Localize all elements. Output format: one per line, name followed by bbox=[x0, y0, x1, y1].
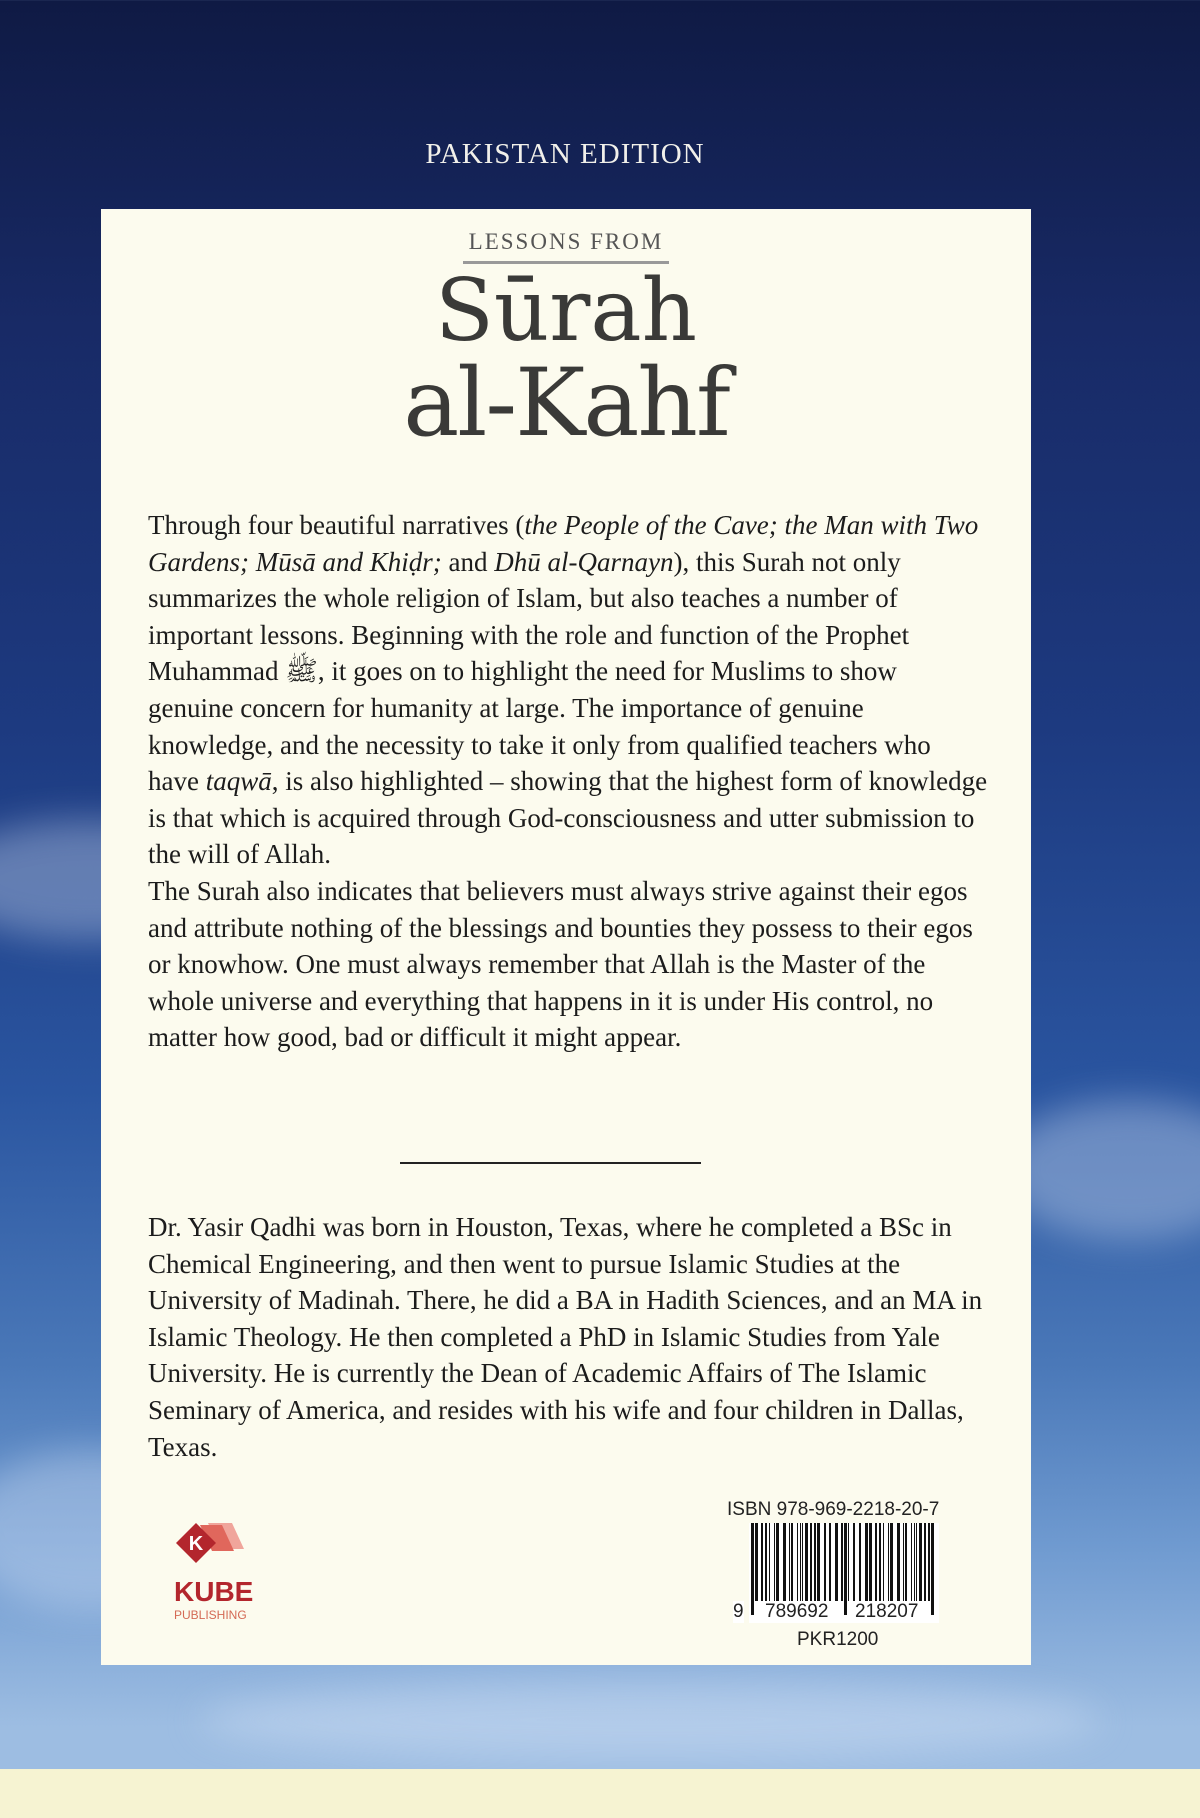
barcode-bar bbox=[890, 1523, 893, 1601]
barcode-bar bbox=[755, 1523, 758, 1601]
barcode-bar bbox=[761, 1523, 763, 1601]
publisher-subtitle: PUBLISHING bbox=[174, 1608, 247, 1622]
barcode-bar bbox=[905, 1523, 907, 1601]
kube-logo-icon bbox=[174, 1519, 244, 1567]
barcode-bar bbox=[903, 1523, 904, 1601]
title-line-2: al-Kahf bbox=[403, 349, 729, 458]
barcode-bar bbox=[883, 1523, 884, 1601]
publisher-name: KUBE bbox=[174, 1576, 254, 1607]
edition-label: PAKISTAN EDITION bbox=[425, 138, 705, 170]
barcode-group-2: 218207 bbox=[855, 1601, 919, 1622]
barcode-bar bbox=[916, 1523, 917, 1601]
barcode-bar bbox=[869, 1523, 872, 1601]
svg-text:K: K bbox=[188, 1533, 204, 1555]
barcode-bar bbox=[817, 1523, 820, 1601]
barcode-bar bbox=[865, 1523, 868, 1601]
page-edge bbox=[0, 1769, 1200, 1818]
description bbox=[148, 507, 988, 1056]
barcode-bar bbox=[931, 1523, 934, 1615]
barcode-bar bbox=[879, 1523, 881, 1601]
divider bbox=[400, 1162, 701, 1164]
publisher-logo bbox=[174, 1519, 254, 1622]
price: PKR1200 bbox=[797, 1629, 879, 1650]
barcode-bar bbox=[835, 1523, 838, 1601]
description-segment: taqwā bbox=[205, 766, 272, 797]
barcode-bar bbox=[774, 1523, 775, 1601]
barcode-bar bbox=[928, 1523, 930, 1601]
barcode-bar bbox=[888, 1523, 889, 1601]
barcode-bar bbox=[789, 1523, 790, 1601]
description-segment: the People of the Cave; the Man with Two Gardens; Mūsā and Khiḍr; bbox=[148, 510, 979, 577]
description-paragraph-1 bbox=[148, 507, 988, 873]
description-segment: ), this Surah not only summarizes the whole religion of Islam, but also teaches a number of important lessons. Beginning with the role and function of the Prophet Muhammad ﷺ, it goes on to highlight the need for Muslims to show genuine concern for humanity at large. The importance of genuine knowledge, and the necessity to take it only from qualified teachers who have bbox=[148, 546, 931, 797]
barcode-bar bbox=[875, 1523, 877, 1601]
barcode-bar bbox=[800, 1523, 801, 1601]
barcode-bar bbox=[751, 1523, 754, 1615]
barcode-bar bbox=[844, 1523, 847, 1615]
barcode-bar bbox=[919, 1523, 922, 1601]
barcode-bar bbox=[814, 1523, 816, 1601]
barcode-bar bbox=[853, 1523, 855, 1601]
barcode-bar bbox=[797, 1523, 798, 1601]
barcode-bar bbox=[824, 1523, 826, 1601]
barcode-bar bbox=[776, 1523, 779, 1601]
barcode-group-1: 789692 bbox=[765, 1601, 829, 1622]
title-overline: LESSONS FROM bbox=[468, 229, 664, 254]
back-cover-panel bbox=[101, 209, 1031, 1665]
barcode-bar bbox=[897, 1523, 900, 1601]
barcode-bar bbox=[791, 1523, 793, 1601]
description-segment: and bbox=[441, 546, 495, 577]
barcode-digit-first: 9 bbox=[733, 1601, 744, 1622]
description-segment: Dhū al-Qarnayn bbox=[494, 546, 674, 577]
isbn-label: ISBN 978-969-2218-20-7 bbox=[727, 1499, 940, 1520]
description-segment: Through four beautiful narratives ( bbox=[148, 510, 525, 540]
barcode-bar bbox=[859, 1523, 861, 1601]
barcode-bar bbox=[848, 1523, 849, 1601]
barcode-bar bbox=[810, 1523, 812, 1601]
barcode-bar bbox=[765, 1523, 767, 1601]
barcode-bar bbox=[805, 1523, 808, 1601]
barcode-bar bbox=[911, 1523, 912, 1601]
author-bio: Dr. Yasir Qadhi was born in Houston, Texas, where he completed a BSc in Chemical Engineering, and then went to pursue Islamic Studies at the University of Madinah. There, he did a BA in Hadith Sciences, and an MA in Islamic Theology. He then completed a PhD in Islamic Studies from Yale University. He is currently the Dean of Academic Affairs of The Islamic Seminary of America, and resides with his wife and four children in Dallas, Texas. bbox=[148, 1212, 983, 1462]
barcode-bar bbox=[914, 1523, 915, 1601]
barcode-bar bbox=[802, 1523, 803, 1601]
cloud bbox=[200, 1680, 1100, 1760]
barcode-bar bbox=[783, 1523, 786, 1601]
barcode-bar bbox=[841, 1523, 843, 1601]
barcode-bar bbox=[769, 1523, 770, 1601]
barcode-bar bbox=[829, 1523, 831, 1601]
barcode-bar bbox=[924, 1523, 926, 1601]
title-line-1: Sūrah bbox=[434, 261, 698, 361]
description-paragraph-2: The Surah also indicates that believers must always strive against their egos and attribute nothing of the blessings and bounties they possess to their egos or knowhow. One must always remember that Allah is the Master of the whole universe and everything that happens in it is under His control, no matter how good, bad or difficult it might appear. bbox=[148, 875, 973, 1053]
description-segment: , is also highlighted – showing that the highest form of knowledge is that which is acquired through God-consciousness and utter submission to the will of Allah. bbox=[148, 766, 988, 870]
